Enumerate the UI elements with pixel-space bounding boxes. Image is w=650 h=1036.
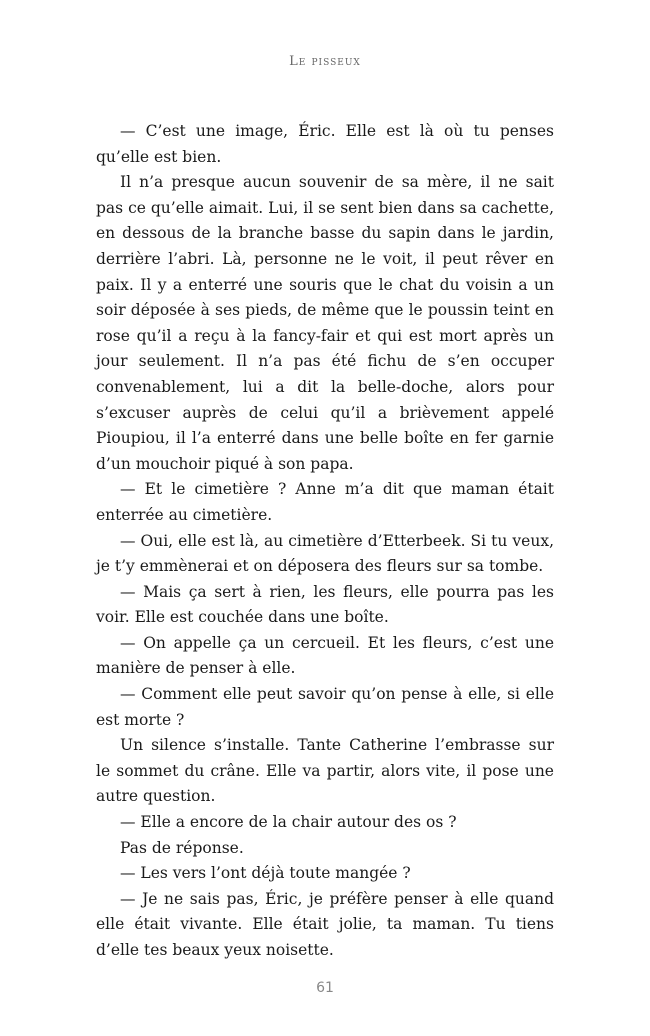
paragraph: Pas de réponse. <box>120 838 244 857</box>
paragraph: — Comment elle peut savoir qu’on pense à elle, si elle est morte ? <box>96 685 554 729</box>
body-text <box>96 119 554 964</box>
paragraph: — Elle a encore de la chair autour des os ? <box>120 813 457 832</box>
running-head: Le pisseux <box>289 54 361 69</box>
paragraph: — Les vers l’ont déjà toute mangée ? <box>120 864 411 883</box>
paragraph: — Mais ça sert à rien, les fleurs, elle pourra pas les voir. Elle est couchée dans une boîte. <box>96 582 554 627</box>
paragraph: Il n’a presque aucun souvenir de sa mère, il ne sait pas ce qu’elle aimait. Lui, il se sent bien dans sa cachette, en dessous de la branche basse du sapin dans le jardin, derrière l’abri. Là, personne ne le voit, il peut rêver en paix. Il y a enterré une souris que le chat du voisin a un soir déposée à ses pieds, de même que le poussin teint en rose qu’il a reçu à la fancy-fair et qui est mort après un jour seulement. Il n’a pas été fichu de s’en occuper convenablement, lui a dit la belle-doche, alors pour s’excuser auprès de celui qu’il a brièvement appelé Pioupiou, il l’a enterré dans une belle boîte en fer garnie d’un mouchoir piqué à son papa. <box>96 173 554 473</box>
page-number: 61 <box>316 980 334 996</box>
paragraph: — Et le cimetière ? Anne m’a dit que maman était enterrée au cimetière. <box>96 480 554 524</box>
paragraph: — On appelle ça un cercueil. Et les fleurs, c’est une manière de penser à elle. <box>96 633 554 678</box>
paragraph: Un silence s’installe. Tante Catherine l’embrasse sur le sommet du crâne. Elle va partir, alors vite, il pose une autre question. <box>96 736 554 806</box>
paragraph: — C’est une image, Éric. Elle est là où tu penses qu’elle est bien. <box>96 122 554 166</box>
paragraph: — Je ne sais pas, Éric, je préfère penser à elle quand elle était vivante. Elle était jolie, ta maman. Tu tiens d’elle tes beaux yeux noisette. <box>96 889 554 959</box>
paragraph: — Oui, elle est là, au cimetière d’Etterbeek. Si tu veux, je t’y emmènerai et on déposera des fleurs sur sa tombe. <box>96 531 554 576</box>
